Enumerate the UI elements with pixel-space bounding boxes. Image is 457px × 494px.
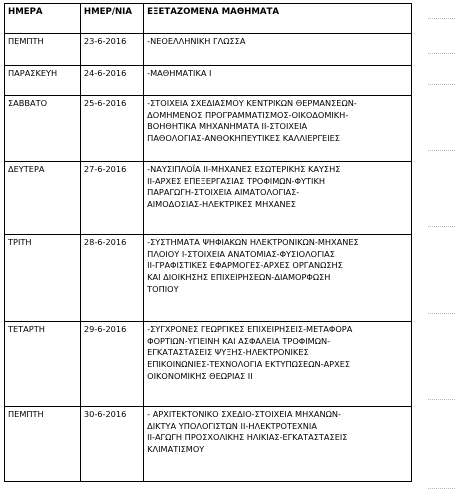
date-cell: 27-6-2016 <box>80 162 143 235</box>
date-cell: 24-6-2016 <box>80 66 143 96</box>
subject-line: ΦΟΡΤΙΩΝ-ΥΓΙΕΙΝΗ ΚΑΙ ΑΣΦΑΛΕΙΑ ΤΡΟΦΙΜΩΝ- <box>147 335 331 346</box>
day-cell: ΤΡΙΤΗ <box>5 235 81 322</box>
dotted-guide <box>428 150 455 151</box>
subjects-cell <box>144 96 412 162</box>
subject-line: ΠΛΟΙΟΥ Ι-ΣΤΟΙΧΕΙΑ ΑΝΑΤΟΜΙΑΣ-ΦΥΣΙΟΛΟΓΙΑΣ <box>147 248 335 259</box>
table-row <box>5 162 412 235</box>
subject-line: ΑΙΜΟΔΟΣΙΑΣ-ΗΛΕΚΤΡΙΚΕΣ ΜΗΧΑΝΕΣ <box>147 199 296 210</box>
subject-line: ΟΙΚΟΝΟΜΙΚΗΣ ΘΕΩΡΙΑΣ ΙΙ <box>147 370 253 381</box>
date-cell: 29-6-2016 <box>80 322 143 407</box>
margin-dotted-lines <box>428 0 457 494</box>
date-cell: 23-6-2016 <box>80 34 143 66</box>
exam-schedule-table <box>4 3 412 482</box>
subject-line: ΙΙ-ΑΓΩΓΗ ΠΡΟΣΧΟΛΙΚΗΣ ΗΛΙΚΙΑΣ-ΕΓΚΑΤΑΣΤΑΣΕΙΣ <box>147 432 348 443</box>
day-cell: ΠΑΡΑΣΚΕΥΗ <box>5 66 81 96</box>
dotted-guide <box>428 226 455 227</box>
subject-line: ΕΓΚΑΤΑΣΤΑΣΕΙΣ ΨΥΞΗΣ-ΗΛΕΚΤΡΟΝΙΚΕΣ <box>147 347 309 358</box>
subject-line: - ΑΡΧΙΤΕΚΤΟΝΙΚΟ ΣΧΕΔΙΟ-ΣΤΟΙΧΕΙΑ ΜΗΧΑΝΩΝ- <box>147 409 341 419</box>
header-subjects: ΕΞΕΤΑΖΟΜΕΝΑ ΜΑΘΗΜΑΤΑ <box>144 4 412 34</box>
date-cell: 28-6-2016 <box>80 235 143 322</box>
subject-line: ΚΛΙΜΑΤΙΣΜΟΥ <box>147 444 205 455</box>
subject-line: ΙΙ-ΑΡΧΕΣ ΕΠΕΞΕΡΓΑΣΙΑΣ ΤΡΟΦΙΜΩΝ-ΦΥΤΙΚΗ <box>147 175 325 186</box>
subjects-cell <box>144 322 412 407</box>
subject-line: ΠΑΡΑΓΩΓΗ-ΣΤΟΙΧΕΙΑ ΑΙΜΑΤΟΛΟΓΙΑΣ- <box>147 187 300 198</box>
day-cell: ΔΕΥΤΕΡΑ <box>5 162 81 235</box>
date-cell: 25-6-2016 <box>80 96 143 162</box>
subject-line: ΚΑΙ ΔΙΟΙΚΗΣΗΣ ΕΠΙΧΕΙΡΗΣΕΩΝ-ΔΙΑΜΟΡΦΩΣΗ <box>147 272 331 283</box>
day-cell: ΣΑΒΒΑΤΟ <box>5 96 81 162</box>
day-cell: ΠΕΜΠΤΗ <box>5 34 81 66</box>
dotted-guide <box>428 313 455 314</box>
table-row <box>5 34 412 66</box>
subject-line: -ΣΤΟΙΧΕΙΑ ΣΧΕΔΙΑΣΜΟΥ ΚΕΝΤΡΙΚΩΝ ΘΕΡΜΑΝΣΕΩΝ- <box>147 98 357 108</box>
subject-line: ΔΙΚΤΥΑ ΥΠΟΛΟΓΙΣΤΩΝ ΙΙ-ΗΛΕΚΤΡΟΤΕΧΝΙΑ <box>147 420 317 431</box>
subject-line: ΤΟΠΙΟΥ <box>147 283 179 294</box>
dotted-guide <box>428 399 455 400</box>
subject-line: ΔΟΜΗΜΕΝΟΣ ΠΡΟΓΡΑΜΜΑΤΙΣΜΟΣ-ΟΙΚΟΔΟΜΙΚΗ- <box>147 109 349 120</box>
dotted-guide <box>428 84 455 85</box>
subjects-cell <box>144 235 412 322</box>
table-row <box>5 322 412 407</box>
subject-line: -ΣΥΣΤΗΜΑΤΑ ΨΗΦΙΑΚΩΝ ΗΛΕΚΤΡΟΝΙΚΩΝ-ΜΗΧΑΝΕΣ <box>147 237 359 247</box>
subject-line: -ΝΑΥΣΙΠΛΟΪΑ ΙΙ-ΜΗΧΑΝΕΣ ΕΣΩΤΕΡΙΚΗΣ ΚΑΥΣΗΣ <box>147 164 341 174</box>
table-row <box>5 66 412 96</box>
date-cell: 30-6-2016 <box>80 407 143 482</box>
subject-line: -ΜΑΘΗΜΑΤΙΚΑ Ι <box>147 68 212 78</box>
subject-line: ΠΑΘΟΛΟΓΙΑΣ-ΑΝΘΟΚΗΠΕΥΤΙΚΕΣ ΚΑΛΛΙΕΡΓΕΙΕΣ <box>147 133 340 144</box>
subjects-cell <box>144 66 412 96</box>
dotted-guide <box>428 488 455 489</box>
header-row <box>5 4 412 34</box>
header-day: ΗΜΕΡΑ <box>5 4 81 34</box>
dotted-guide <box>428 18 455 19</box>
subject-line: -ΣΥΓΧΡΟΝΕΣ ΓΕΩΡΓΙΚΕΣ ΕΠΙΧΕΙΡΗΣΕΙΣ-ΜΕΤΑΦΟΡΑ <box>147 324 353 334</box>
header-date: ΗΜΕΡ/ΝΙΑ <box>80 4 143 34</box>
table-body <box>5 34 412 482</box>
table-row <box>5 407 412 482</box>
day-cell: ΤΕΤΑΡΤΗ <box>5 322 81 407</box>
table-row <box>5 96 412 162</box>
table-row <box>5 235 412 322</box>
subjects-cell <box>144 407 412 482</box>
day-cell: ΠΕΜΠΤΗ <box>5 407 81 482</box>
subject-line: -ΝΕΟΕΛΛΗΝΙΚΗ ΓΛΩΣΣΑ <box>147 36 246 46</box>
subjects-cell <box>144 162 412 235</box>
table-header <box>5 4 412 34</box>
subject-line: ΒΟΗΘΗΤΙΚΑ ΜΗΧΑΝΗΜΑΤΑ ΙΙ-ΣΤΟΙΧΕΙΑ <box>147 121 308 132</box>
subject-line: ΙΙ-ΓΡΑΦΙΣΤΙΚΕΣ ΕΦΑΡΜΟΓΕΣ-ΑΡΧΕΣ ΟΡΓΑΝΩΣΗΣ <box>147 260 343 271</box>
dotted-guide <box>428 53 455 54</box>
subject-line: ΕΠΙΚΟΙΝΩΝΙΕΣ-ΤΕΧΝΟΛΟΓΙΑ ΕΚΤΥΠΩΣΕΩΝ-ΑΡΧΕΣ <box>147 359 351 370</box>
subjects-cell <box>144 34 412 66</box>
